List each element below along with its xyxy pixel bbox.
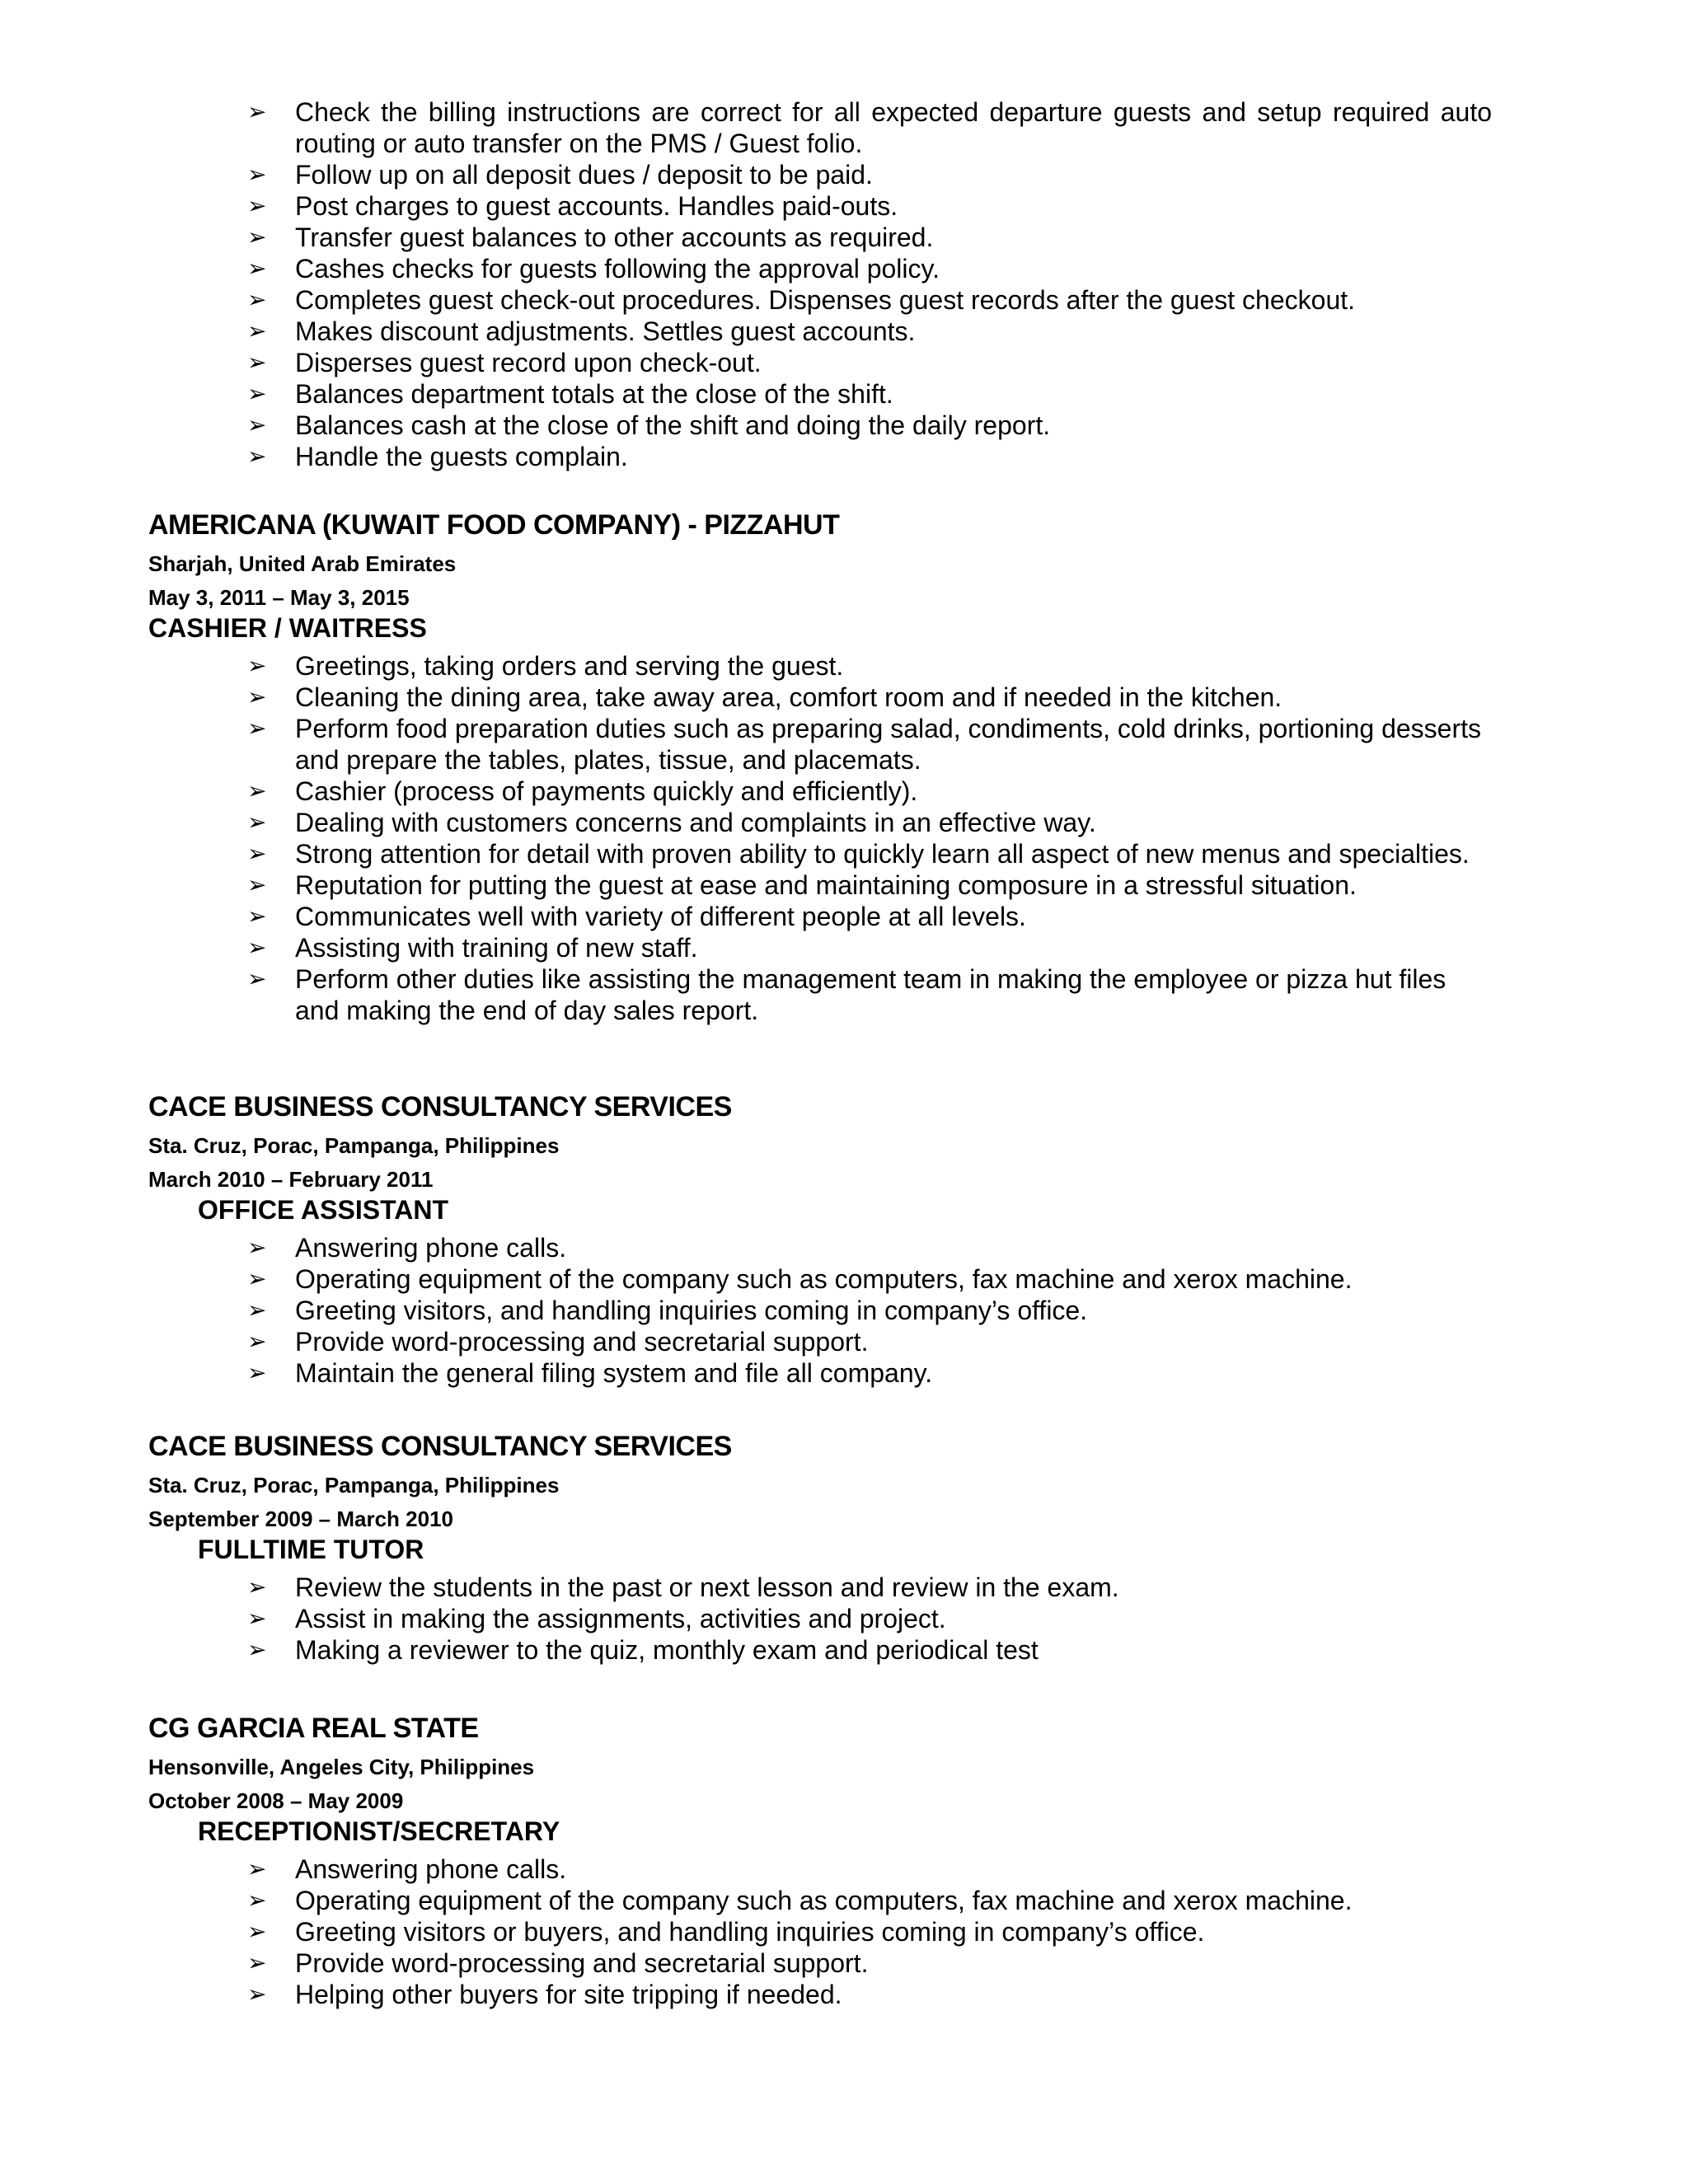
arrow-bullet-icon: ➢ xyxy=(247,443,267,470)
list-item xyxy=(247,159,1492,190)
list-item-text: Post charges to guest accounts. Handles paid-outs. xyxy=(295,191,898,221)
arrow-bullet-icon: ➢ xyxy=(247,1265,267,1292)
list-item xyxy=(247,1295,1492,1326)
job-title: FULLTIME TUTOR xyxy=(198,1535,424,1564)
arrow-bullet-icon: ➢ xyxy=(247,349,267,376)
list-item xyxy=(247,253,1492,284)
job-title: CASHIER / WAITRESS xyxy=(148,613,427,643)
arrow-bullet-icon: ➢ xyxy=(247,1234,267,1261)
job-location: Sta. Cruz, Porac, Pampanga, Philippines xyxy=(148,1473,560,1497)
arrow-bullet-icon: ➢ xyxy=(247,1855,267,1882)
list-item xyxy=(247,284,1492,316)
list-item-text: Greeting visitors or buyers, and handling inquiries coming in company’s office. xyxy=(295,1917,1205,1947)
list-item xyxy=(247,1947,1492,1979)
arrow-bullet-icon: ➢ xyxy=(247,1573,267,1601)
list-item xyxy=(247,96,1492,159)
arrow-bullet-icon: ➢ xyxy=(247,255,267,282)
arrow-bullet-icon: ➢ xyxy=(247,934,267,961)
list-item-text: Makes discount adjustments. Settles guest accounts. xyxy=(295,316,916,346)
list-item xyxy=(247,932,1492,963)
job-dates: September 2009 – March 2010 xyxy=(148,1507,453,1531)
list-item-text: Review the students in the past or next lesson and review in the exam. xyxy=(295,1572,1119,1602)
arrow-bullet-icon: ➢ xyxy=(247,1605,267,1632)
company-name: AMERICANA (KUWAIT FOOD COMPANY) - PIZZAHUT xyxy=(148,509,840,541)
list-item xyxy=(247,1572,1492,1603)
list-item xyxy=(247,1263,1492,1295)
arrow-bullet-icon: ➢ xyxy=(247,317,267,344)
job-title: OFFICE ASSISTANT xyxy=(198,1195,448,1225)
list-item-text: Dealing with customers concerns and complaints in an effective way. xyxy=(295,808,1096,837)
arrow-bullet-icon: ➢ xyxy=(247,411,267,438)
arrow-bullet-icon: ➢ xyxy=(247,777,267,804)
list-item-text: Greetings, taking orders and serving the guest. xyxy=(295,651,844,681)
list-item-text: Answering phone calls. xyxy=(295,1233,567,1263)
list-item xyxy=(247,1979,1492,2010)
arrow-bullet-icon: ➢ xyxy=(247,808,267,836)
company-name: CG GARCIA REAL STATE xyxy=(148,1713,479,1744)
arrow-bullet-icon: ➢ xyxy=(247,1886,267,1914)
arrow-bullet-icon: ➢ xyxy=(247,1296,267,1324)
list-item xyxy=(247,650,1492,682)
list-item xyxy=(247,682,1492,713)
arrow-bullet-icon: ➢ xyxy=(247,902,267,930)
job-dates: March 2010 – February 2011 xyxy=(148,1167,434,1192)
list-item-text: Completes guest check-out procedures. Dispenses guest records after the guest checkout. xyxy=(295,285,1356,315)
list-item xyxy=(247,1916,1492,1947)
arrow-bullet-icon: ➢ xyxy=(247,652,267,679)
list-item-text: Maintain the general filing system and file all company. xyxy=(295,1358,933,1388)
list-item-text: Strong attention for detail with proven ability to quickly learn all aspect of new menus and specialties. xyxy=(295,839,1470,869)
arrow-bullet-icon: ➢ xyxy=(247,715,267,742)
list-item-text: Cleaning the dining area, take away area, comfort room and if needed in the kitchen. xyxy=(295,682,1282,712)
list-item xyxy=(247,316,1492,347)
list-item-text: Answering phone calls. xyxy=(295,1854,567,1884)
job-dates: October 2008 – May 2009 xyxy=(148,1788,404,1813)
front-desk-duties-list xyxy=(247,96,1492,472)
list-item-text: Cashes checks for guests following the approval policy. xyxy=(295,254,940,284)
arrow-bullet-icon: ➢ xyxy=(247,1636,267,1663)
list-item xyxy=(247,838,1492,869)
arrow-bullet-icon: ➢ xyxy=(247,98,267,125)
list-item xyxy=(247,410,1492,441)
list-item-text: Assisting with training of new staff. xyxy=(295,933,698,963)
company-name: CACE BUSINESS CONSULTANCY SERVICES xyxy=(148,1431,732,1462)
list-item-text: Disperses guest record upon check-out. xyxy=(295,348,762,377)
arrow-bullet-icon: ➢ xyxy=(247,1328,267,1355)
list-item-text: Perform food preparation duties such as preparing salad, condiments, cold drinks, portioning desserts and prepare the tables, plates, tissue, and placemats. xyxy=(295,714,1481,775)
arrow-bullet-icon: ➢ xyxy=(247,1949,267,1976)
arrow-bullet-icon: ➢ xyxy=(247,223,267,251)
list-item-text: Balances department totals at the close of the shift. xyxy=(295,379,893,409)
job-duties-list xyxy=(247,1572,1492,1666)
list-item-text: Operating equipment of the company such as computers, fax machine and xerox machine. xyxy=(295,1886,1353,1915)
arrow-bullet-icon: ➢ xyxy=(247,965,267,992)
job-duties-list xyxy=(247,650,1492,1026)
list-item xyxy=(247,378,1492,410)
job-title: RECEPTIONIST/SECRETARY xyxy=(198,1816,560,1846)
job-location: Hensonville, Angeles City, Philippines xyxy=(148,1755,535,1779)
company-name: CACE BUSINESS CONSULTANCY SERVICES xyxy=(148,1091,732,1122)
list-item-text: Cashier (process of payments quickly and efficiently). xyxy=(295,776,918,806)
list-item xyxy=(247,1603,1492,1634)
arrow-bullet-icon: ➢ xyxy=(247,380,267,407)
list-item xyxy=(247,963,1492,1026)
arrow-bullet-icon: ➢ xyxy=(247,1918,267,1945)
list-item-text: Provide word-processing and secretarial support. xyxy=(295,1327,869,1357)
list-item xyxy=(247,807,1492,838)
list-item-text: Making a reviewer to the quiz, monthly exam and periodical test xyxy=(295,1635,1039,1665)
list-item xyxy=(247,1232,1492,1263)
job-duties-list xyxy=(247,1232,1492,1389)
list-item-text: Helping other buyers for site tripping if needed. xyxy=(295,1980,842,2009)
job-location: Sharjah, United Arab Emirates xyxy=(148,551,457,576)
list-item-text: Follow up on all deposit dues / deposit to be paid. xyxy=(295,160,873,190)
list-item-text: Check the billing instructions are correct for all expected departure guests and setup required auto routing or auto transfer on the PMS / Guest folio. xyxy=(295,97,1492,158)
arrow-bullet-icon: ➢ xyxy=(247,192,267,219)
list-item xyxy=(247,901,1492,932)
list-item-text: Assist in making the assignments, activities and project. xyxy=(295,1604,946,1633)
list-item xyxy=(247,1634,1492,1666)
list-item xyxy=(247,776,1492,807)
list-item-text: Greeting visitors, and handling inquiries coming in company’s office. xyxy=(295,1296,1088,1325)
list-item xyxy=(247,1357,1492,1389)
list-item xyxy=(247,1326,1492,1357)
list-item xyxy=(247,1885,1492,1916)
list-item-text: Handle the guests complain. xyxy=(295,442,628,471)
arrow-bullet-icon: ➢ xyxy=(247,871,267,898)
list-item xyxy=(247,713,1492,776)
list-item-text: Transfer guest balances to other accounts as required. xyxy=(295,223,934,252)
list-item xyxy=(247,1854,1492,1885)
list-item-text: Balances cash at the close of the shift and doing the daily report. xyxy=(295,410,1051,440)
list-item-text: Reputation for putting the guest at ease and maintaining composure in a stressful situation. xyxy=(295,870,1357,900)
list-item xyxy=(247,347,1492,378)
list-item-text: Perform other duties like assisting the management team in making the employee or pizza hut files and making the end of day sales report. xyxy=(295,964,1447,1025)
arrow-bullet-icon: ➢ xyxy=(247,840,267,867)
list-item-text: Communicates well with variety of different people at all levels. xyxy=(295,902,1026,931)
job-duties-list xyxy=(247,1854,1492,2010)
list-item xyxy=(247,869,1492,901)
job-location: Sta. Cruz, Porac, Pampanga, Philippines xyxy=(148,1133,560,1158)
arrow-bullet-icon: ➢ xyxy=(247,683,267,710)
list-item xyxy=(247,441,1492,472)
arrow-bullet-icon: ➢ xyxy=(247,1980,267,2008)
list-item-text: Operating equipment of the company such as computers, fax machine and xerox machine. xyxy=(295,1264,1353,1294)
list-item xyxy=(247,190,1492,222)
arrow-bullet-icon: ➢ xyxy=(247,1359,267,1386)
arrow-bullet-icon: ➢ xyxy=(247,286,267,313)
list-item xyxy=(247,222,1492,253)
job-dates: May 3, 2011 – May 3, 2015 xyxy=(148,585,410,610)
list-item-text: Provide word-processing and secretarial support. xyxy=(295,1948,869,1978)
arrow-bullet-icon: ➢ xyxy=(247,161,267,188)
